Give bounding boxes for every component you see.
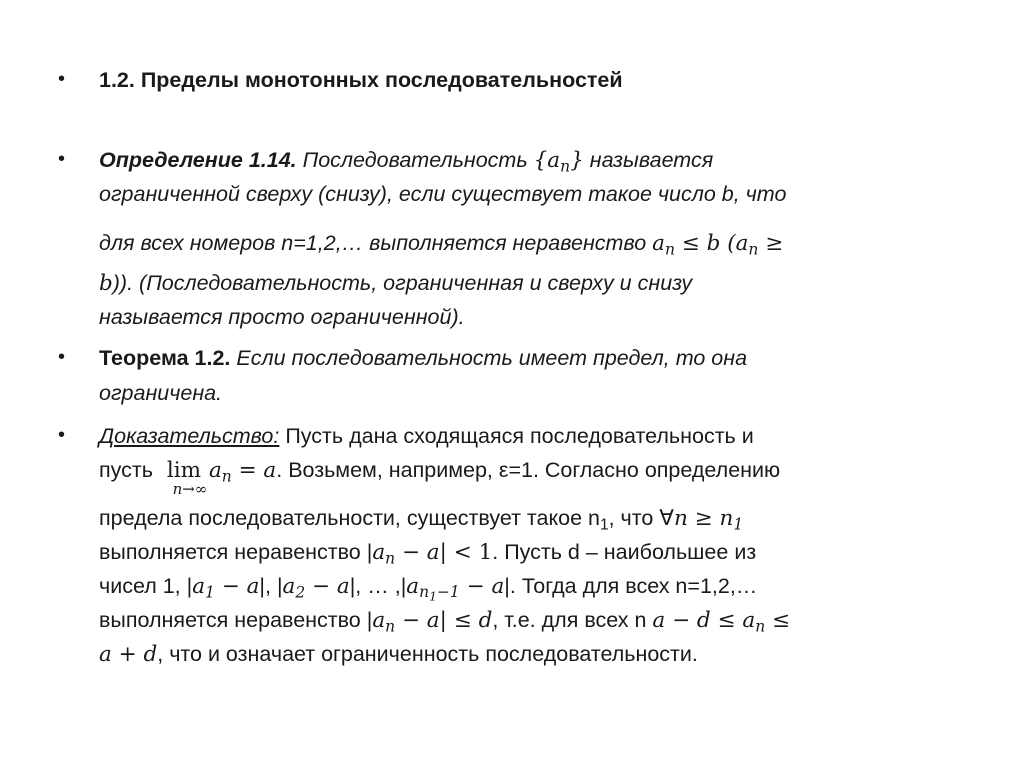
bullet: • <box>58 424 66 446</box>
bullet: • <box>58 346 66 368</box>
proof-line-2: пусть lim n→∞ $a_n = a$. Возьмем, например, ε=1. Согласно определению <box>99 458 781 498</box>
proof-label: Доказательство: <box>99 424 280 448</box>
definition-line-5: называется просто ограниченной). <box>99 305 465 329</box>
theorem-line-1: Теорема 1.2. Если последовательность имеет предел, то она <box>99 346 748 370</box>
proof-line-4: выполняется неравенство $|a_n - a| < 1$. Пусть d – наибольшее из <box>99 540 757 568</box>
proof-line-6: выполняется неравенство $|a_n - a| \le d$, т.е. для всех n $a - d \le a_n$ ≤ <box>99 608 791 636</box>
proof-line-7: a + d, что и означает ограниченность последовательности. <box>99 642 698 667</box>
proof-line-3: предела последовательности, существует такое $n_1$, что ∀n ≥ $n_1$ <box>99 506 744 534</box>
definition-line-2: ограниченной сверху (снизу), если существует такое число b, что <box>99 182 787 206</box>
definition-label: Определение 1.14. <box>99 148 297 172</box>
definition-line-1: Определение 1.14. Последовательность $\{a_n\}$ называется <box>99 148 714 176</box>
heading-line <box>99 68 623 93</box>
section-heading: 1.2. Пределы монотонных последовательностей <box>99 68 623 92</box>
theorem-label: Теорема 1.2. <box>99 346 231 370</box>
definition-line-3: для всех номеров n=1,2,… выполняется неравенство $a_n \le b$ ($a_n$ ≥ <box>99 231 784 259</box>
bullet: • <box>58 148 66 170</box>
theorem-line-2: ограничена. <box>99 381 223 405</box>
bullet: • <box>58 68 66 90</box>
definition-line-4: b)). (Последовательность, ограниченная и сверху и снизу <box>99 271 693 296</box>
proof-line-1: Доказательство: Пусть дана сходящаяся последовательность и <box>99 424 754 448</box>
proof-line-5: чисел 1, $|a_1 - a|$, $|a_2 - a|$, … $,|a_{n_1-1} - a|$. Тогда для всех n=1,2,… <box>99 574 758 604</box>
limit-operator: lim n→∞ <box>166 458 208 498</box>
